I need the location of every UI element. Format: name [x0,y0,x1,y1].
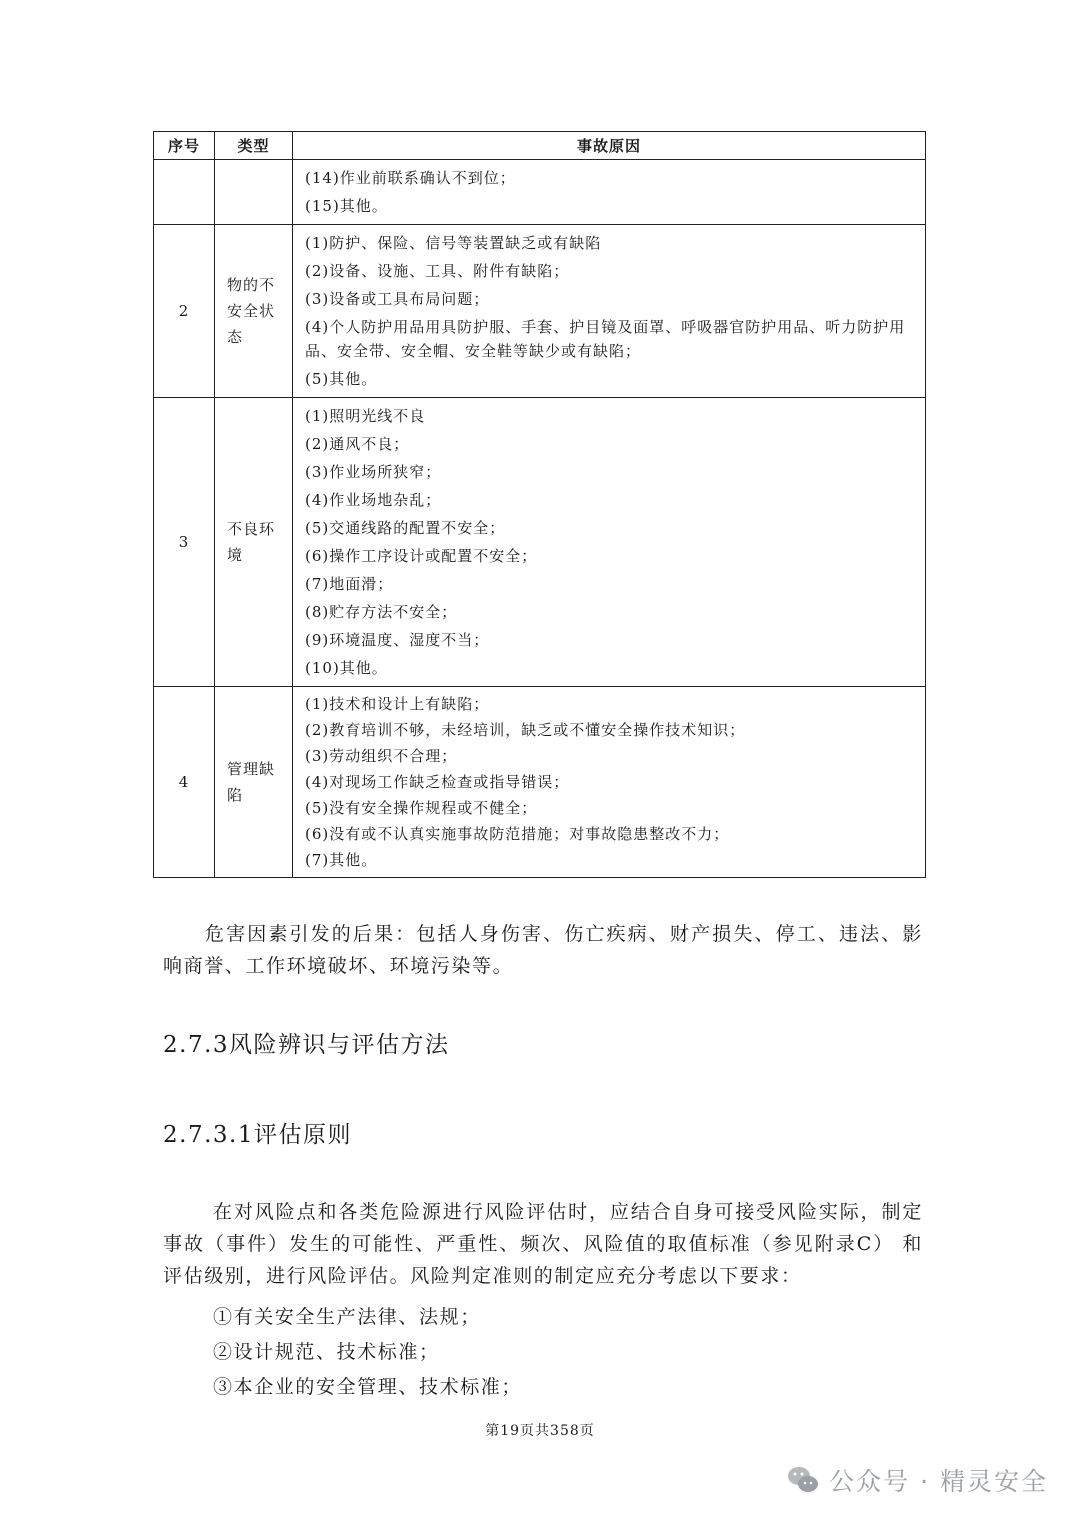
requirement-item: ②设计规范、技术标准； [213,1341,440,1363]
cause-item: (9)环境温度、湿度不当； [305,631,490,649]
cause-item: (6)没有或不认真实施事故防范措施；对事故隐患整改不力； [305,825,730,843]
row-causes [293,160,926,225]
cause-item: (5)没有安全操作规程或不健全； [305,799,538,817]
cause-item: (3)作业场所狭窄； [305,463,442,481]
cause-item: (7)其他。 [305,851,378,869]
header-type: 类型 [215,132,293,160]
watermark [787,1462,1048,1498]
table-row [154,225,926,398]
page-footer: 第19页共358页 [485,1423,595,1439]
requirement-item: ①有关安全生产法律、法规； [213,1306,481,1328]
cause-item: (4)作业场地杂乱； [305,491,442,509]
wechat-icon [787,1465,819,1495]
cause-item: (6)操作工序设计或配置不安全； [305,547,538,565]
header-causes: 事故原因 [293,132,926,160]
cause-item: (15)其他。 [305,197,388,215]
watermark-text: 公众号 · 精灵安全 [829,1467,1048,1496]
cause-item: (5)交通线路的配置不安全； [305,519,506,537]
cause-item: (7)地面滑； [305,575,394,593]
row-type: 不良环境 [215,398,293,687]
cause-item: (4)个人防护用品用具防护服、手套、护目镜及面罩、呼吸器官防护用品、听力防护用品、安全带、安全帽、安全鞋等缺少或有缺陷； [305,318,906,360]
cause-item: (3)劳动组织不合理； [305,747,458,765]
cause-item: (1)防护、保险、信号等装置缺乏或有缺陷 [305,234,602,252]
row-no: 2 [154,225,215,398]
row-no: 3 [154,398,215,687]
table-header-row [154,132,926,160]
row-no: 4 [154,687,215,878]
row-type: 管理缺陷 [215,687,293,878]
cause-item: (4)对现场工作缺乏检查或指导错误； [305,773,570,791]
row-causes [293,225,926,398]
requirement-item: ③本企业的安全管理、技术标准； [213,1376,523,1398]
cause-item: (3)设备或工具布局问题； [305,290,490,308]
cause-item: (8)贮存方法不安全； [305,603,458,621]
principle-paragraph: 在对风险点和各类危险源进行风险评估时，应结合自身可接受风险实际，制定事故（事件）发生的可能性、严重性、频次、风险值的取值标准（参见附录C） 和评估级别，进行风险评估。风险判定准则的制定应充分考虑以下要求： [163,1201,923,1287]
hazard-cause-table [153,131,926,878]
table-row [154,687,926,878]
cause-item: (10)其他。 [305,659,388,677]
cause-item: (2)教育培训不够，未经培训，缺乏或不懂安全操作技术知识； [305,721,746,739]
header-no: 序号 [154,132,215,160]
table-row [154,398,926,687]
subsection-heading: 2.7.3.1评估原则 [163,1122,352,1148]
row-causes [293,398,926,687]
row-type [215,160,293,225]
cause-item: (14)作业前联系确认不到位； [305,169,516,187]
row-causes [293,687,926,878]
cause-item: (5)其他。 [305,370,378,388]
cause-item: (1)照明光线不良 [305,407,426,425]
row-no [154,160,215,225]
cause-item: (2)设备、设施、工具、附件有缺陷； [305,262,570,280]
table-row [154,160,926,225]
cause-item: (1)技术和设计上有缺陷； [305,695,490,713]
consequence-paragraph: 危害因素引发的后果：包括人身伤害、伤亡疾病、财产损失、停工、违法、影响商誉、工作环境破坏、环境污染等。 [163,923,923,977]
section-heading: 2.7.3风险辨识与评估方法 [163,1032,450,1058]
cause-item: (2)通风不良； [305,435,410,453]
row-type: 物的不安全状态 [215,225,293,398]
